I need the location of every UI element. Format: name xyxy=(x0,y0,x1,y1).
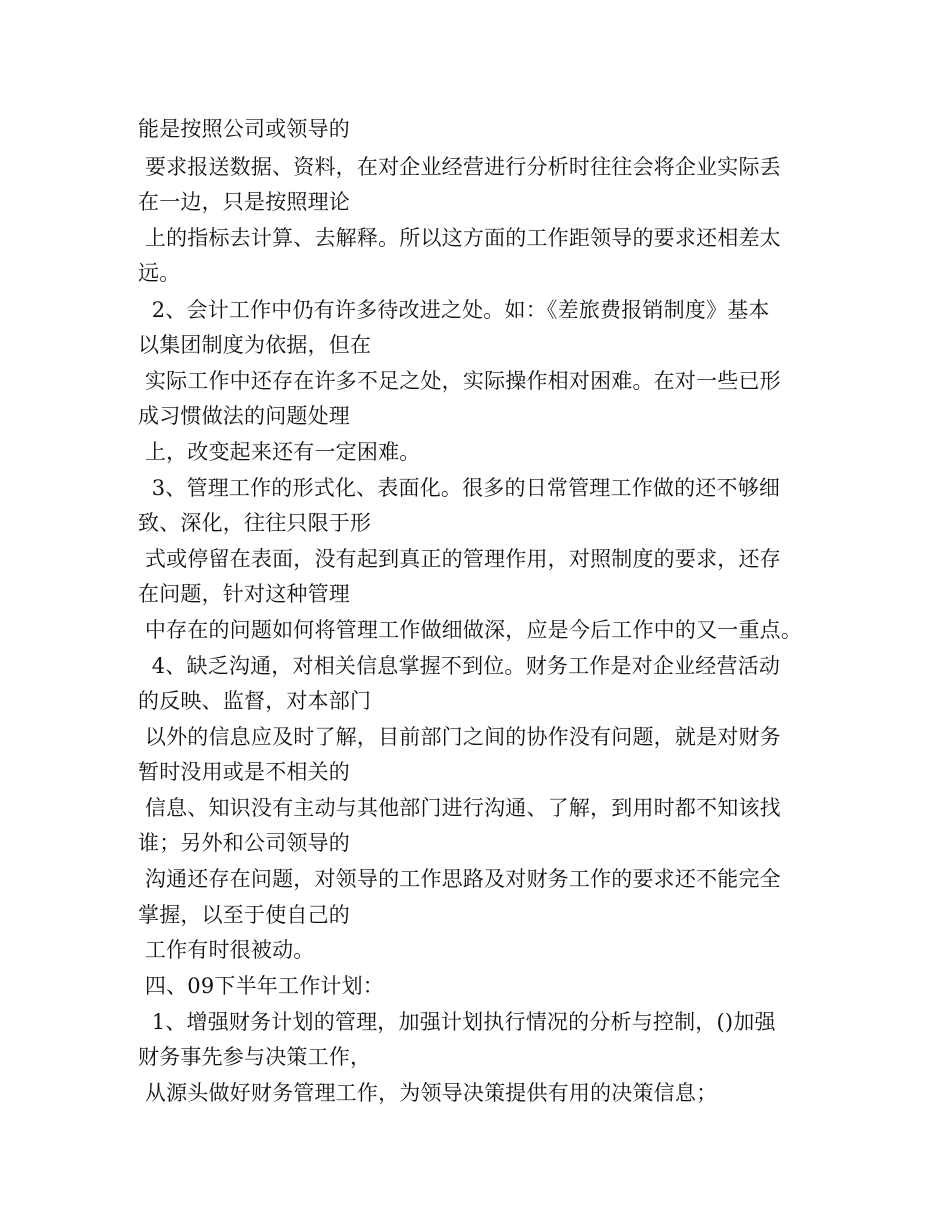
text-line: 中存在的问题如何将管理工作做细做深，应是今后工作中的又一重点。 xyxy=(138,618,803,642)
text-line: 式或停留在表面，没有起到真正的管理作用，对照制度的要求，还存 xyxy=(138,547,781,571)
text-line: 4、缺乏沟通，对相关信息掌握不到位。财务工作是对企业经营活动 xyxy=(138,654,781,678)
text-line: 致、深化，往往只限于形 xyxy=(138,511,372,535)
text-line: 工作有时很被动。 xyxy=(138,938,315,962)
text-line: 实际工作中还存在许多不足之处，实际操作相对困难。在对一些已形 xyxy=(138,369,781,393)
text-line: 以集团制度为依据，但在 xyxy=(138,333,372,357)
text-line: 四、09下半年工作计划： xyxy=(138,974,384,998)
text-line: 以外的信息应及时了解，目前部门之间的协作没有问题，就是对财务 xyxy=(138,725,781,749)
text-line: 上的指标去计算、去解释。所以这方面的工作距领导的要求还相差太 xyxy=(138,226,781,250)
text-line: 财务事先参与决策工作， xyxy=(138,1045,372,1069)
text-line: 的反映、监督，对本部门 xyxy=(138,689,372,713)
text-line: 要求报送数据、资料，在对企业经营进行分析时往往会将企业实际丢 xyxy=(138,155,781,179)
text-line: 从源头做好财务管理工作，为领导决策提供有用的决策信息； xyxy=(138,1081,718,1105)
text-line: 暂时没用或是不相关的 xyxy=(138,760,350,784)
text-line: 在一边，只是按照理论 xyxy=(138,190,350,214)
text-line: 1、增强财务计划的管理，加强计划执行情况的分析与控制，()加强 xyxy=(138,1010,776,1034)
text-line: 信息、知识没有主动与其他部门进行沟通、了解，到用时都不知该找 xyxy=(138,796,781,820)
text-line: 2、会计工作中仍有许多待改进之处。如：《差旅费报销制度》基本 xyxy=(138,298,770,322)
text-line: 上，改变起来还有一定困难。 xyxy=(138,440,421,464)
text-line: 远。 xyxy=(138,261,181,285)
text-line: 掌握，以至于使自己的 xyxy=(138,903,350,927)
text-line: 成习惯做法的问题处理 xyxy=(138,404,350,428)
text-line: 在问题，针对这种管理 xyxy=(138,582,350,606)
text-line: 谁；另外和公司领导的 xyxy=(138,831,350,855)
text-line: 能是按照公司或领导的 xyxy=(138,117,350,141)
text-line: 沟通还存在问题，对领导的工作思路及对财务工作的要求还不能完全 xyxy=(138,867,781,891)
text-line: 3、管理工作的形式化、表面化。很多的日常管理工作做的还不够细 xyxy=(138,476,781,500)
